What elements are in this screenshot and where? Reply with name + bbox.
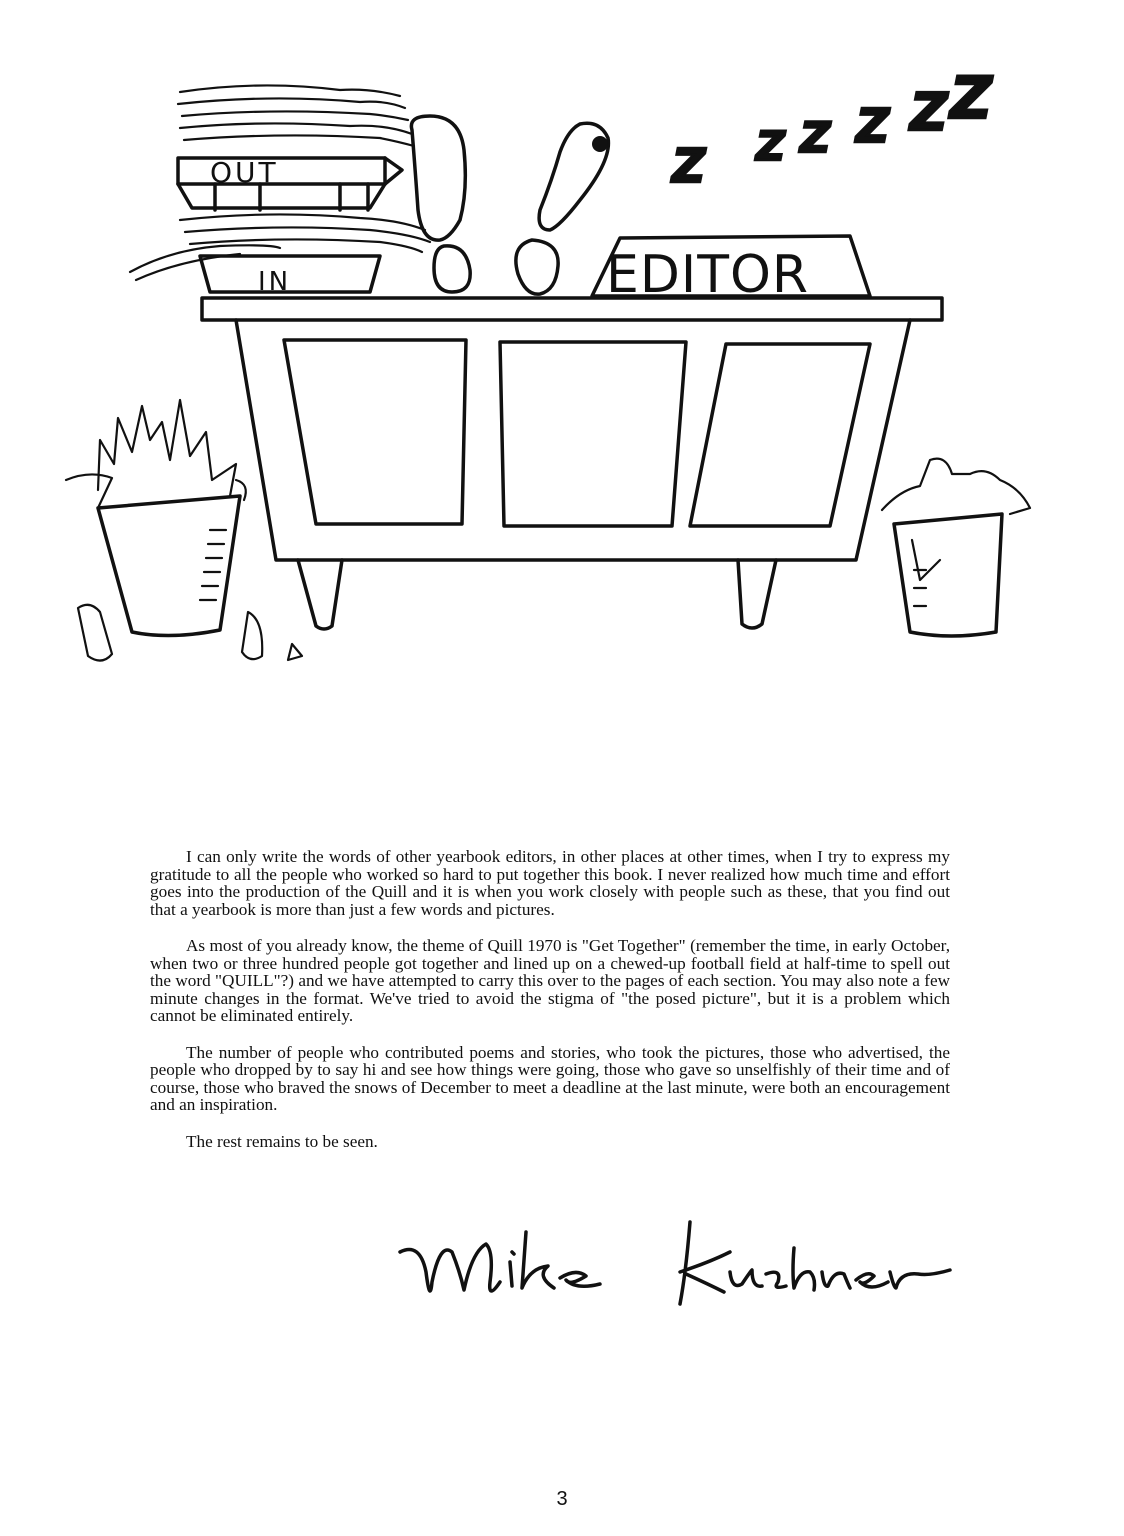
snore-z-5: Z — [910, 83, 948, 143]
in-tray-label: IN — [258, 267, 292, 297]
shoe-sole-right-icon — [516, 123, 609, 294]
letter-paragraph: As most of you already know, the theme of Quill 1970 is "Get Together" (remember the time, in early October, when two or three hundred people got together and lined up on a chewed-up football field at half-time to spell out the word "QUILL"?) and we have attempted to carry this over to the pages of each section. You may also note a few minute changes in the format. We've tried to avoid the stigma of "the posed picture", but it is a problem which cannot be eliminated entirely. — [150, 936, 950, 1025]
out-tray — [178, 156, 402, 210]
editor-desk-illustration — [40, 60, 1080, 700]
out-tray-label: OUT — [210, 156, 279, 189]
left-wastebasket-icon — [66, 400, 302, 661]
editor-letter — [150, 848, 950, 1169]
editor-nameplate — [592, 236, 870, 305]
shoe-sole-left-icon — [411, 116, 470, 292]
snore-z-3: Z — [800, 113, 831, 162]
nameplate-label: EDITOR — [606, 245, 810, 305]
snore-z-icons — [670, 64, 993, 193]
snore-z-4: Z — [856, 99, 890, 153]
right-wastebasket-icon — [882, 459, 1030, 636]
letter-closing: The rest remains to be seen. — [186, 1131, 378, 1151]
page-number: 3 — [556, 1488, 568, 1510]
in-tray — [200, 256, 380, 297]
snore-z-1: Z — [672, 139, 706, 193]
letter-paragraph: I can only write the words of other yearbook editors, in other places at other times, when I try to express my gratitude to all the people who worked so hard to put together this book. I never realized how much time and effort goes into the production of the Quill and it is when you work closely with people such as these, that you find out that a yearbook is more than just a few words and pictures. — [150, 847, 950, 919]
paper-stack-icon — [178, 85, 414, 146]
signature — [390, 1212, 970, 1322]
letter-paragraph: The number of people who contributed poems and stories, who took the pictures, those who advertised, the people who dropped by to say hi and see how things were going, those who gave so unselfishly of their time and of course, those who braved the snows of December to meet a deadline at the last minute, were both an encouragement and an inspiration. — [150, 1042, 950, 1114]
snore-z-2: Z — [756, 124, 786, 170]
desk — [202, 298, 942, 629]
snore-z-6: Z — [950, 64, 993, 132]
